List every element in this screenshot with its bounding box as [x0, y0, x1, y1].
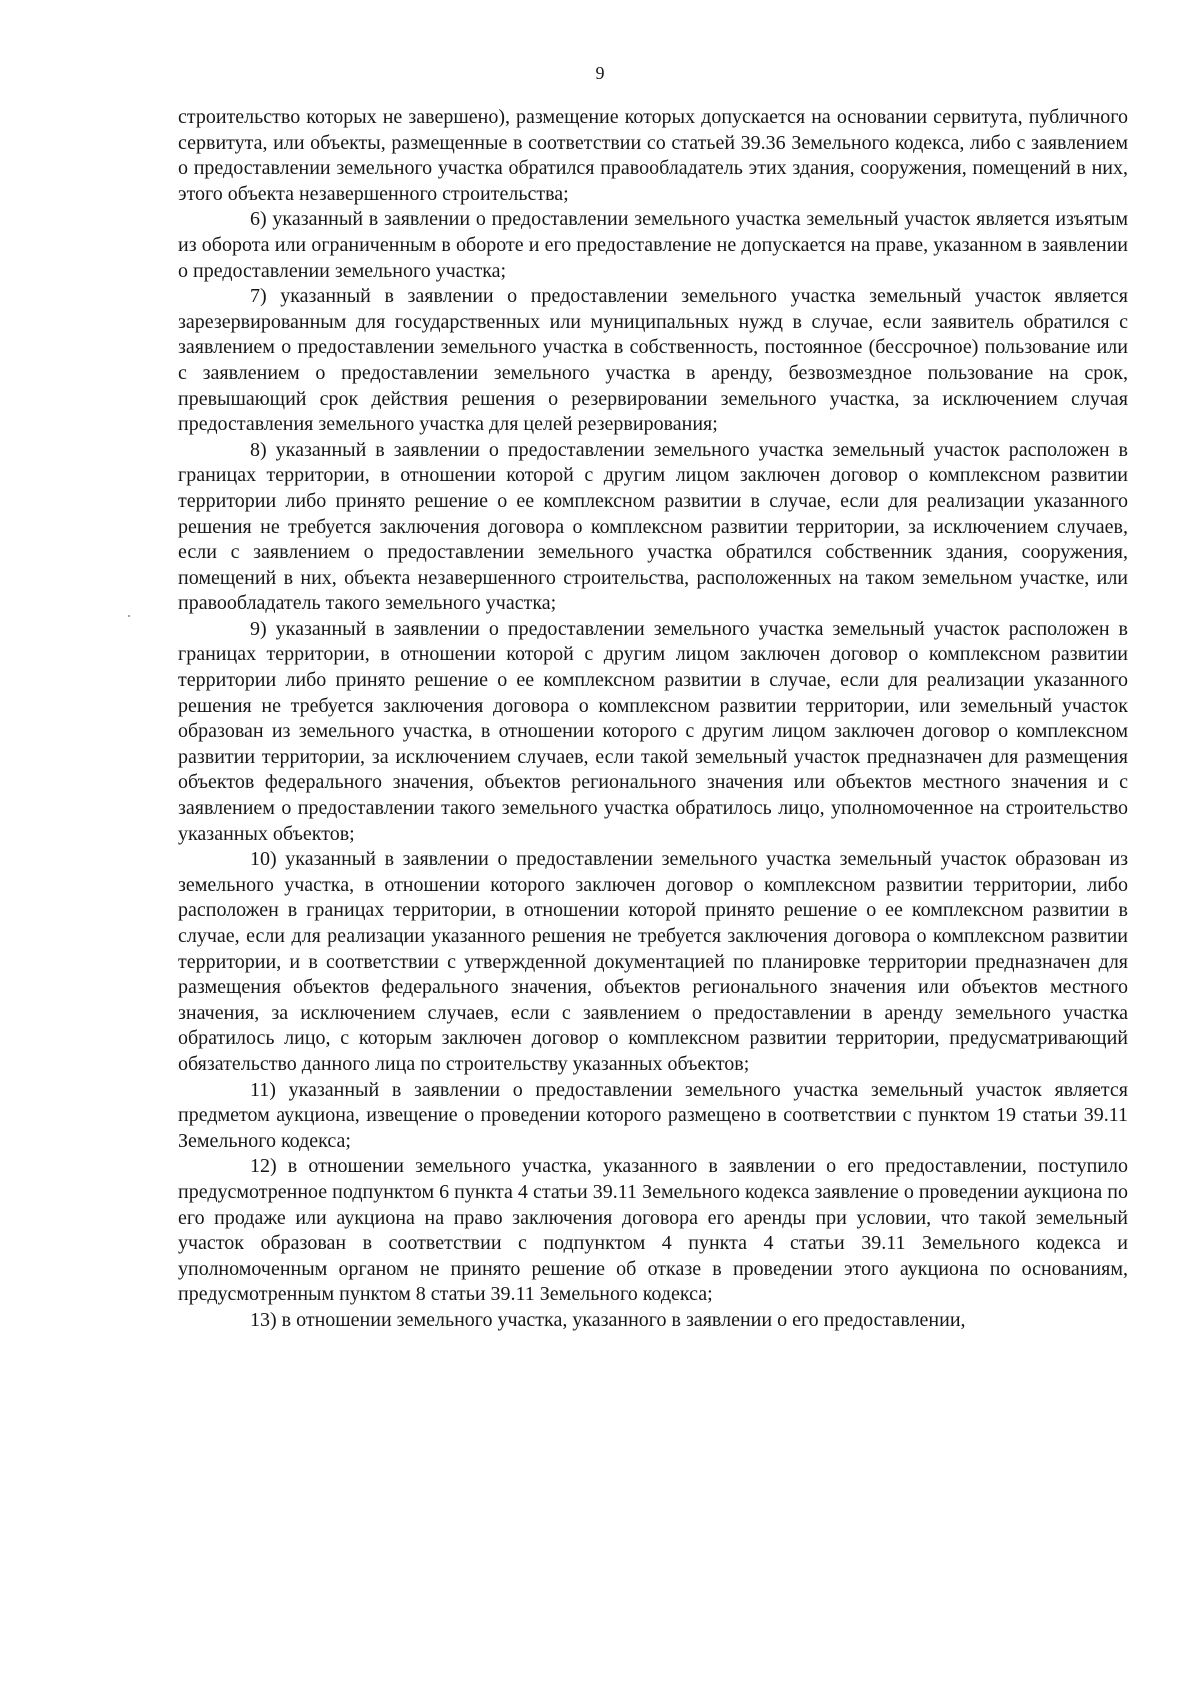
scan-artifact-dot: [128, 615, 130, 617]
paragraph-item-11: 11) указанный в заявлении о предоставлении земельного участка земельный участок является предметом аукциона, извещение о проведении которого размещено в соответствии с пунктом 19 статьи 39.11 Земельного кодекса;: [178, 1078, 1128, 1152]
paragraph-item-6: 6) указанный в заявлении о предоставлении земельного участка земельный участок является изъятым из оборота или ограниченным в обороте и его предоставление не допускается на праве, указанном в заявлении о предоставлении земельного участка;: [178, 208, 1128, 282]
paragraph-item-8: 8) указанный в заявлении о предоставлении земельного участка земельный участок расположен в границах территории, в отношении которой с другим лицом заключен договор о комплексном развитии территории либо принято решение о ее комплексном развитии в случае, если для реализации указанного решения не требуется заключения договора о комплексном развитии территории, за исключением случаев, если с заявлением о предоставлении земельного участка обратился собственник здания, сооружения, помещений в них, объекта незавершенного строительства, расположенных на таком земельном участке, или правообладатель такого земельного участка;: [178, 438, 1128, 615]
paragraph-item-12: 12) в отношении земельного участка, указанного в заявлении о его предоставлении, поступило предусмотренное подпунктом 6 пункта 4 статьи 39.11 Земельного кодекса заявление о проведении аукциона по его продаже или аукциона на право заключения договора его аренды при условии, что такой земельный участок образован в соответствии с подпунктом 4 пункта 4 статьи 39.11 Земельного кодекса и уполномоченным органом не принято решение об отказе в проведении этого аукциона по основаниям, предусмотренным пунктом 8 статьи 39.11 Земельного кодекса;: [178, 1155, 1128, 1306]
paragraph-item-7: 7) указанный в заявлении о предоставлении земельного участка земельный участок является зарезервированным для государственных или муниципальных нужд в случае, если заявитель обратился с заявлением о предоставлении земельного участка в собственность, постоянное (бессрочное) пользование или с заявлением о предоставлении земельного участка в аренду, безвозмездное пользование на срок, превышающий срок действия решения о резервировании земельного участка, за исключением случая предоставления земельного участка для целей резервирования;: [178, 285, 1128, 436]
page-number: 9: [595, 63, 605, 83]
paragraph-item-13: 13) в отношении земельного участка, указанного в заявлении о его предоставлении,: [250, 1308, 966, 1331]
paragraph-continuation: строительство которых не завершено), размещение которых допускается на основании сервитута, публичного сервитута, или объекты, размещенные в соответствии со статьей 39.36 Земельного кодекса, либо с заявлением о предоставлении земельного участка обратился правообладатель этих здания, сооружения, помещений в них, этого объекта незавершенного строительства;: [178, 106, 1128, 205]
paragraph-item-9: 9) указанный в заявлении о предоставлении земельного участка земельный участок расположен в границах территории, в отношении которой с другим лицом заключен договор о комплексном развитии территории либо принято решение о ее комплексном развитии в случае, если для реализации указанного решения не требуется заключения договора о комплексном развитии территории, или земельный участок образован из земельного участка, в отношении которого с другим лицом заключен договор о комплексном развитии территории, за исключением случаев, если такой земельный участок предназначен для размещения объектов федерального значения, объектов регионального значения или объектов местного значения и с заявлением о предоставлении такого земельного участка обратилось лицо, уполномоченное на строительство указанных объектов;: [178, 617, 1128, 845]
document-body: [178, 105, 1128, 1334]
paragraph-item-10: 10) указанный в заявлении о предоставлении земельного участка земельный участок образован из земельного участка, в отношении которого заключен договор о комплексном развитии территории, либо расположен в границах территории, в отношении которой принято решение о ее комплексном развитии в случае, если для реализации указанного решения не требуется заключения договора о комплексном развитии территории, и в соответствии с утвержденной документацией по планировке территории предназначен для размещения объектов федерального значения, объектов регионального значения или объектов местного значения, за исключением случаев, если с заявлением о предоставлении в аренду земельного участка обратилось лицо, с которым заключен договор о комплексном развитии территории, предусматривающий обязательство данного лица по строительству указанных объектов;: [178, 848, 1128, 1075]
